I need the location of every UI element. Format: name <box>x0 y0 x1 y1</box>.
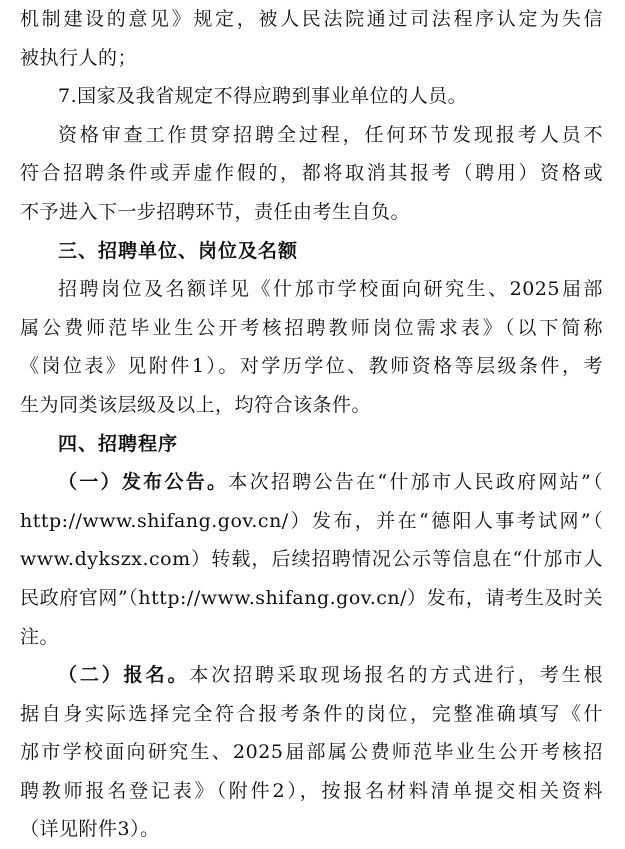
paragraph-text: 本次招聘采取现场报名的方式进行，考生根 <box>189 664 603 687</box>
section-heading: 四、招聘程序 <box>58 432 179 455</box>
paragraph-line: 邡市学校面向研究生、2025届部属公费师范毕业生公开考核招 <box>20 741 603 764</box>
subsection-heading: （二）报名。 <box>58 664 190 687</box>
paragraph-line: 不予进入下一步招聘环节，责任由考生自负。 <box>20 200 411 223</box>
paragraph-line: www.dykszx.com）转载，后续招聘情况公示等信息在“什邡市人 <box>20 548 603 571</box>
paragraph-line: 据自身实际选择完全符合报考条件的岗位，完整准确填写《什 <box>20 702 603 725</box>
paragraph-line: 机制建设的意见》规定，被人民法院通过司法程序认定为失信 <box>20 8 603 30</box>
paragraph-line: 资格审查工作贯穿招聘全过程，任何环节发现报考人员不 <box>58 123 603 146</box>
subsection-heading: （一）发布公告。 <box>58 471 229 494</box>
paragraph-text: 本次招聘公告在“什邡市人民政府网站”（ <box>228 471 603 494</box>
paragraph-line <box>20 463 603 502</box>
paragraph-line: 被执行人的； <box>20 46 138 69</box>
paragraph-line: 注。 <box>20 625 60 648</box>
paragraph-line: 生为同类该层级及以上，均符合该条件。 <box>20 393 372 416</box>
paragraph-line <box>20 656 603 695</box>
paragraph-line: 《岗位表》见附件1）。对学历学位、教师资格等层级条件，考 <box>20 355 603 378</box>
paragraph-line: （详见附件3）。 <box>20 818 160 841</box>
paragraph-line: 属公费师范毕业生公开考核招聘教师岗位需求表》（以下简称 <box>20 316 603 339</box>
paragraph-line: 聘教师报名登记表》（附件2），按报名材料清单提交相关资料 <box>20 779 603 802</box>
paragraph-line: 民政府官网”（http://www.shifang.gov.cn/）发布，请考生及时关 <box>20 586 603 609</box>
section-heading: 三、招聘单位、岗位及名额 <box>58 239 299 262</box>
list-item: 7.国家及我省规定不得应聘到事业单位的人员。 <box>58 85 468 108</box>
paragraph-line: http://www.shifang.gov.cn/）发布，并在“德阳人事考试网”（ <box>20 509 603 532</box>
paragraph-line: 符合招聘条件或弄虚作假的，都将取消其报考（聘用）资格或 <box>20 162 603 185</box>
paragraph-line: 招聘岗位及名额详见《什邡市学校面向研究生、2025届部 <box>58 278 603 301</box>
